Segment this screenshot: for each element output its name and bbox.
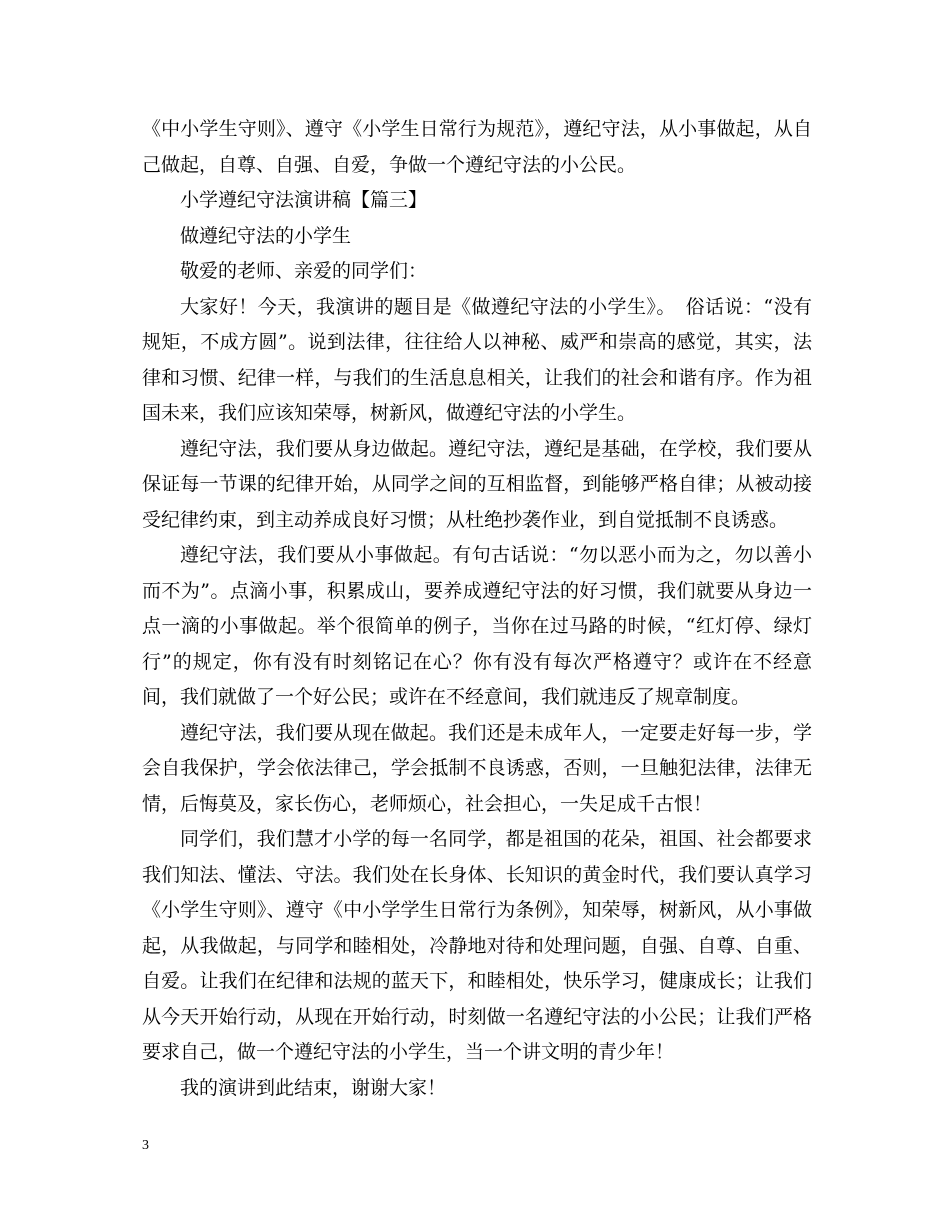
- page-number: 3: [142, 1138, 149, 1153]
- closing-line: 我的演讲到此结束，谢谢大家！: [180, 1076, 447, 1099]
- paragraph: 大家好！今天，我演讲的题目是《做遵纪守法的小学生》。 俗话说：“没有规矩，不成方圆”。说到法律，往往给人以神秘、威严和崇高的感觉，其实，法律和习惯、纪律一样，与我们的生活息息相关，让我们的社会和谐有序。作为祖国未来，我们应该知荣辱，树新风，做遵纪守法的小学生。: [142, 295, 812, 424]
- document-body: [142, 112, 812, 1106]
- salutation: 敬爱的老师、亲爱的同学们：: [180, 260, 428, 282]
- section-heading: 小学遵纪守法演讲稿【篇三】: [180, 189, 428, 211]
- paragraph-continuation: 《中小学生守则》、遵守《小学生日常行为规范》，遵纪守法，从小事做起，从自己做起，自尊、自强、自爱，争做一个遵纪守法的小公民。: [142, 118, 812, 176]
- paragraph: 遵纪守法，我们要从现在做起。我们还是未成年人，一定要走好每一步，学会自我保护，学会依法律己，学会抵制不良诱惑，否则，一旦触犯法律，法律无情，后悔莫及，家长伤心，老师烦心，社会担心，一失足成千古恨！: [142, 721, 812, 815]
- paragraph: 遵纪守法，我们要从小事做起。有句古话说：“勿以恶小而为之，勿以善小而不为”。点滴小事，积累成山，要养成遵纪守法的好习惯，我们就要从身边一点一滴的小事做起。举个很简单的例子，当你在过马路的时候，“红灯停、绿灯行”的规定，你有没有时刻铭记在心？你有没有每次严格遵守？或许在不经意间，我们就做了一个好公民；或许在不经意间，我们就违反了规章制度。: [142, 544, 812, 708]
- paragraph: 遵纪守法，我们要从身边做起。遵纪守法，遵纪是基础，在学校，我们要从保证每一节课的纪律开始，从同学之间的互相监督，到能够严格自律；从被动接受纪律约束，到主动养成良好习惯；从杜绝抄袭作业，到自觉抵制不良诱惑。: [142, 437, 812, 531]
- speech-title: 做遵纪守法的小学生: [180, 224, 352, 247]
- paragraph: 同学们，我们慧才小学的每一名同学，都是祖国的花朵，祖国、社会都要求我们知法、懂法、守法。我们处在长身体、长知识的黄金时代，我们要认真学习《小学生守则》、遵守《中小学学生日常行为条例》，知荣辱，树新风，从小事做起，从我做起，与同学和睦相处，冷静地对待和处理问题，自强、自尊、自重、自爱。让我们在纪律和法规的蓝天下，和睦相处，快乐学习，健康成长；让我们从今天开始行动，从现在开始行动，时刻做一名遵纪守法的小公民；让我们严格要求自己，做一个遵纪守法的小学生，当一个讲文明的青少年！: [142, 828, 812, 1063]
